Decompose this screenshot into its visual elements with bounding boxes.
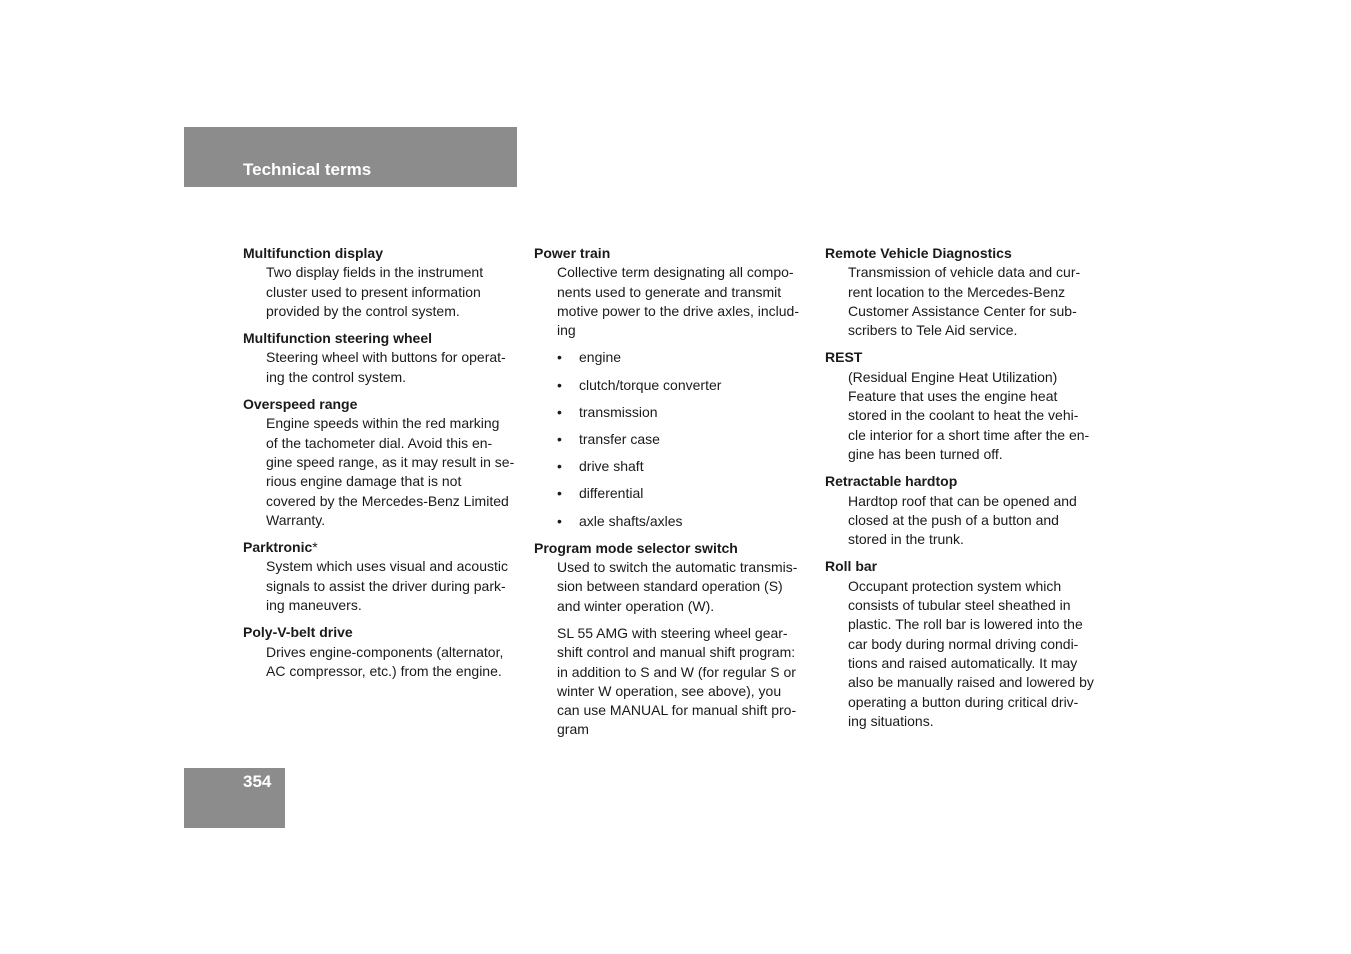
list-item: • clutch/torque converter <box>557 376 816 395</box>
page-number: 354 <box>243 772 272 791</box>
definition-parktronic: System which uses visual and acoustic signals to assist the driver during park- ing maneuvers. <box>266 558 508 614</box>
definition-overspeed-range: Engine speeds within the red marking of the tachometer dial. Avoid this en- gine speed range, as it may result in se- rious engine damage that is not covered by the Mercedes-Benz Limited Warranty. <box>266 415 515 528</box>
page-number-box <box>184 768 285 828</box>
term-multifunction-steering-wheel: Multifunction steering wheel <box>243 330 433 347</box>
term-overspeed-range: Overspeed range <box>243 396 358 413</box>
term-roll-bar: Roll bar <box>825 558 878 575</box>
definition-power-train: Collective term designating all compo- nents used to generate and transmit motive power to the drive axles, includ- ing <box>557 264 799 339</box>
term-parktronic-label: Parktronic <box>243 539 313 556</box>
list-item: • transfer case <box>557 430 816 449</box>
optional-equipment-star: * <box>312 539 318 556</box>
term-parktronic <box>243 538 523 557</box>
term-program-mode-selector-switch: Program mode selector switch <box>534 539 738 556</box>
glossary-column-1 <box>243 244 523 681</box>
definition-multifunction-steering-wheel: Steering wheel with buttons for operat- ing the control system. <box>266 349 506 385</box>
definition-program-mode-selector-switch: Used to switch the automatic transmis- sion between standard operation (S) and winter operation (W). <box>557 559 798 614</box>
definition-rest: (Residual Engine Heat Utilization) Feature that uses the engine heat stored in the coolant to heat the vehi- cle interior for a short time after the en- gine has been turned off. <box>848 368 1090 462</box>
term-power-train: Power train <box>534 245 611 261</box>
term-multifunction-display: Multifunction display <box>243 245 383 261</box>
definition-multifunction-display: Two display fields in the instrument cluster used to present information provided by the control system. <box>266 264 484 319</box>
definition-program-mode-sl55-amg-note: SL 55 AMG with steering wheel gear- shift control and manual shift program: in addition to S and W (for regular S or winter W operation, see above), you can use MANUAL for manual shift pro- gram <box>557 624 797 738</box>
list-item: • engine <box>557 348 816 367</box>
list-item: • transmission <box>557 403 816 422</box>
term-remote-vehicle-diagnostics: Remote Vehicle Diagnostics <box>825 245 1012 261</box>
section-header-bar <box>184 127 517 187</box>
glossary-column-3 <box>825 244 1107 731</box>
section-title: Technical terms <box>243 160 372 179</box>
definition-remote-vehicle-diagnostics: Transmission of vehicle data and cur- rent location to the Mercedes-Benz Customer Assistance Center for sub- scribers to Tele Aid service. <box>848 264 1081 339</box>
term-poly-v-belt-drive: Poly-V-belt drive <box>243 624 353 641</box>
power-train-component-list <box>557 348 816 530</box>
definition-poly-v-belt-drive: Drives engine-components (alternator, AC compressor, etc.) from the engine. <box>266 643 504 679</box>
definition-roll-bar: Occupant protection system which consists of tubular steel sheathed in plastic. The roll bar is lowered into the car body during normal driving condi- tions and raised automatically. It may also be manually raised and lowered by operating a button during critical driv- ing situations. <box>848 577 1094 729</box>
term-rest: REST <box>825 349 863 366</box>
glossary-column-2 <box>534 244 816 740</box>
list-item: • axle shafts/axles <box>557 512 816 531</box>
term-retractable-hardtop: Retractable hardtop <box>825 473 958 490</box>
definition-retractable-hardtop: Hardtop roof that can be opened and closed at the push of a button and stored in the trunk. <box>848 492 1077 548</box>
list-item: • drive shaft <box>557 457 816 476</box>
list-item: • differential <box>557 484 816 503</box>
